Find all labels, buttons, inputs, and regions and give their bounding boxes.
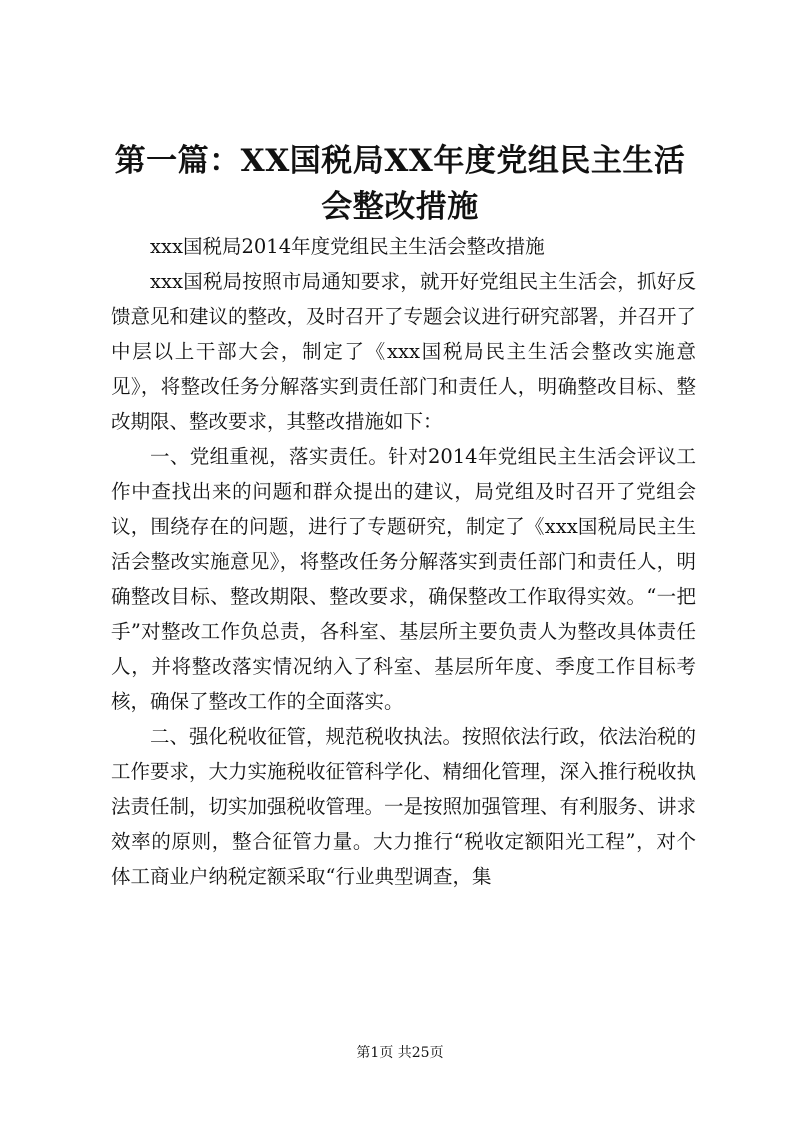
section-two-paragraph: 二、强化税收征管，规范税收执法。按照依法行政，依法治税的工作要求，大力实施税收征管科学化、精细化管理，深入推行税收执法责任制，切实加强税收管理。一是按照加强管理、有利服务、讲求效率的原则，整合征管力量。大力推行“税收定额阳光工程”，对个体工商业户纳税定额采取“行业典型调查，集 <box>111 725 697 888</box>
document-title: 第一篇：XX国税局XX年度党组民主生活会整改措施 <box>114 143 686 225</box>
section-one-paragraph: 一、党组重视，落实责任。针对2014年党组民主生活会评议工作中查找出来的问题和群众提出的建议，局党组及时召开了党组会议，围绕存在的问题，进行了专题研究，制定了《xxx国税局民主生活会整改实施意见》，将整改任务分解落实到责任部门和责任人，明确整改目标、整改期限、整改要求，确保整改工作取得实效。“一把手”对整改工作负总责，各科室、基层所主要负责人为整改具体责任人，并将整改落实情况纳入了科室、基层所年度、季度工作目标考核，确保了整改工作的全面落实。 <box>111 445 696 713</box>
intro-paragraph: xxx国税局按照市局通知要求，就开好党组民主生活会，抓好反馈意见和建议的整改，及时召开了专题会议进行研究部署，并召开了中层以上干部大会，制定了《xxx国税局民主生活会整改实施意见》，将整改任务分解落实到责任部门和责任人，明确整改目标、整改期限、整改要求，其整改措施如下： <box>111 270 697 433</box>
subtitle-paragraph: xxx国税局2014年度党组民主生活会整改措施 <box>150 235 545 258</box>
document-body <box>111 229 696 894</box>
page-number-footer: 第1页 共25页 <box>356 1045 444 1061</box>
